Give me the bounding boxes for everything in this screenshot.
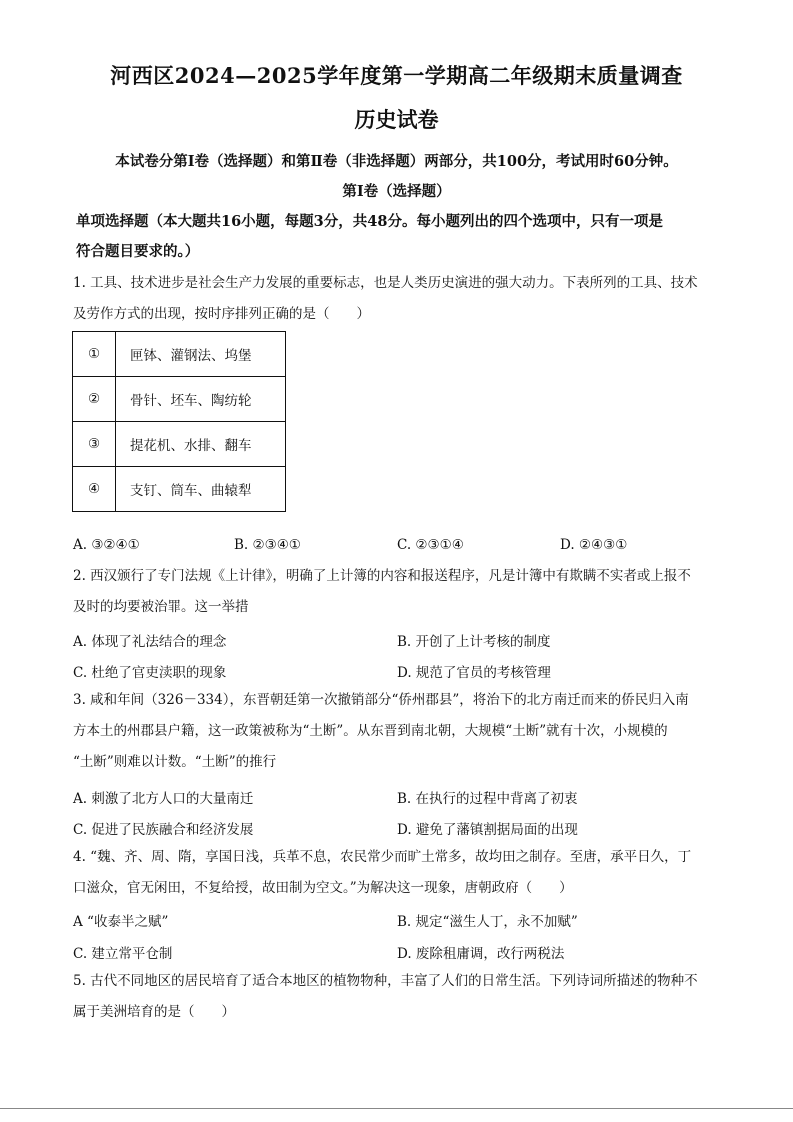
question-1-line-2: 及劳作方式的出现，按时序排列正确的是（ ）: [73, 306, 370, 322]
q4-option-b[interactable]: B. 规定“滋生人丁，永不加赋”: [397, 914, 578, 930]
table-row: [73, 332, 286, 377]
question-3-line-3: “土断”则难以计数。“土断”的推行: [73, 754, 277, 770]
q3-option-a[interactable]: A. 刺激了北方人口的大量南迁: [73, 791, 254, 807]
table-cell-num: ①: [73, 332, 116, 377]
question-5-line-1: 5. 古代不同地区的居民培育了适合本地区的植物物种，丰富了人们的日常生活。下列诗词所描述的物种不: [73, 973, 698, 989]
table-row: [73, 422, 286, 467]
table-cell-text: 匣钵、灌钢法、坞堡: [116, 332, 286, 377]
q1-option-a[interactable]: A. ③②④①: [73, 537, 140, 553]
table-cell-num: ②: [73, 377, 116, 422]
question-4-line-1: 4. “魏、齐、周、隋，享国日浅，兵革不息，农民常少而旷土常多，故均田之制存。至唐，承平日久，丁: [73, 849, 692, 865]
table-cell-text: 骨针、坯车、陶纺轮: [116, 377, 286, 422]
question-2-line-2: 及时的均要被治罪。这一举措: [73, 599, 249, 615]
table-cell-num: ④: [73, 467, 116, 512]
question-1-line-1: 1. 工具、技术进步是社会生产力发展的重要标志，也是人类历史演进的强大动力。下表所列的工具、技术: [73, 275, 698, 291]
table-cell-text: 提花机、水排、翻车: [116, 422, 286, 467]
subject-title: 历史试卷: [354, 107, 439, 132]
q1-option-b[interactable]: B. ②③④①: [234, 537, 301, 553]
question-2-line-1: 2. 西汉颁行了专门法规《上计律》，明确了上计簿的内容和报送程序，凡是计簿中有欺瞒不实者或上报不: [73, 568, 691, 584]
question-3-line-2: 方本土的州郡县户籍，这一政策被称为“土断”。从东晋到南北朝，大规模“土断”就有十次，小规模的: [73, 723, 668, 739]
section-heading: 第Ⅰ卷（选择题）: [342, 183, 451, 200]
table-row: [73, 467, 286, 512]
q1-option-c[interactable]: C. ②③①④: [397, 537, 464, 553]
question-5-line-2: 属于美洲培育的是（ ）: [73, 1004, 235, 1020]
q3-option-b[interactable]: B. 在执行的过程中背离了初衷: [397, 791, 578, 807]
q2-option-b[interactable]: B. 开创了上计考核的制度: [397, 634, 551, 650]
table-cell-text: 支钉、筒车、曲辕犁: [116, 467, 286, 512]
question-3-line-1: 3. 咸和年间（326－334），东晋朝廷第一次撤销部分“侨州郡县”，将治下的北方南迁而来的侨民归入南: [73, 692, 689, 708]
q4-option-c[interactable]: C. 建立常平仓制: [73, 946, 173, 962]
question-4-line-2: 口滋众，官无闲田，不复给授，故田制为空文。”为解决这一现象，唐朝政府（ ）: [73, 880, 573, 896]
instructions-line-1: 单项选择题（本大题共16小题，每题3分，共48分。每小题列出的四个选项中，只有一项是: [76, 213, 663, 230]
q4-option-d[interactable]: D. 废除租庸调，改行两税法: [397, 946, 565, 962]
instructions-line-2: 符合题目要求的。）: [76, 243, 200, 260]
q1-option-d[interactable]: D. ②④③①: [560, 537, 628, 553]
question-1-table: [72, 331, 286, 512]
q2-option-a[interactable]: A. 体现了礼法结合的理念: [73, 634, 227, 650]
q3-option-c[interactable]: C. 促进了民族融合和经济发展: [73, 822, 254, 838]
page-bottom-divider: [0, 1108, 793, 1109]
exam-note: 本试卷分第Ⅰ卷（选择题）和第Ⅱ卷（非选择题）两部分，共100分，考试用时60分钟。: [115, 153, 678, 170]
q2-option-d[interactable]: D. 规范了官员的考核管理: [397, 665, 551, 681]
table-row: [73, 377, 286, 422]
q2-option-c[interactable]: C. 杜绝了官吏渎职的现象: [73, 665, 227, 681]
exam-title: 河西区2024—2025学年度第一学期高二年级期末质量调查: [110, 63, 683, 88]
table-cell-num: ③: [73, 422, 116, 467]
q4-option-a[interactable]: A “收泰半之赋”: [73, 914, 169, 930]
q3-option-d[interactable]: D. 避免了藩镇割据局面的出现: [397, 822, 578, 838]
